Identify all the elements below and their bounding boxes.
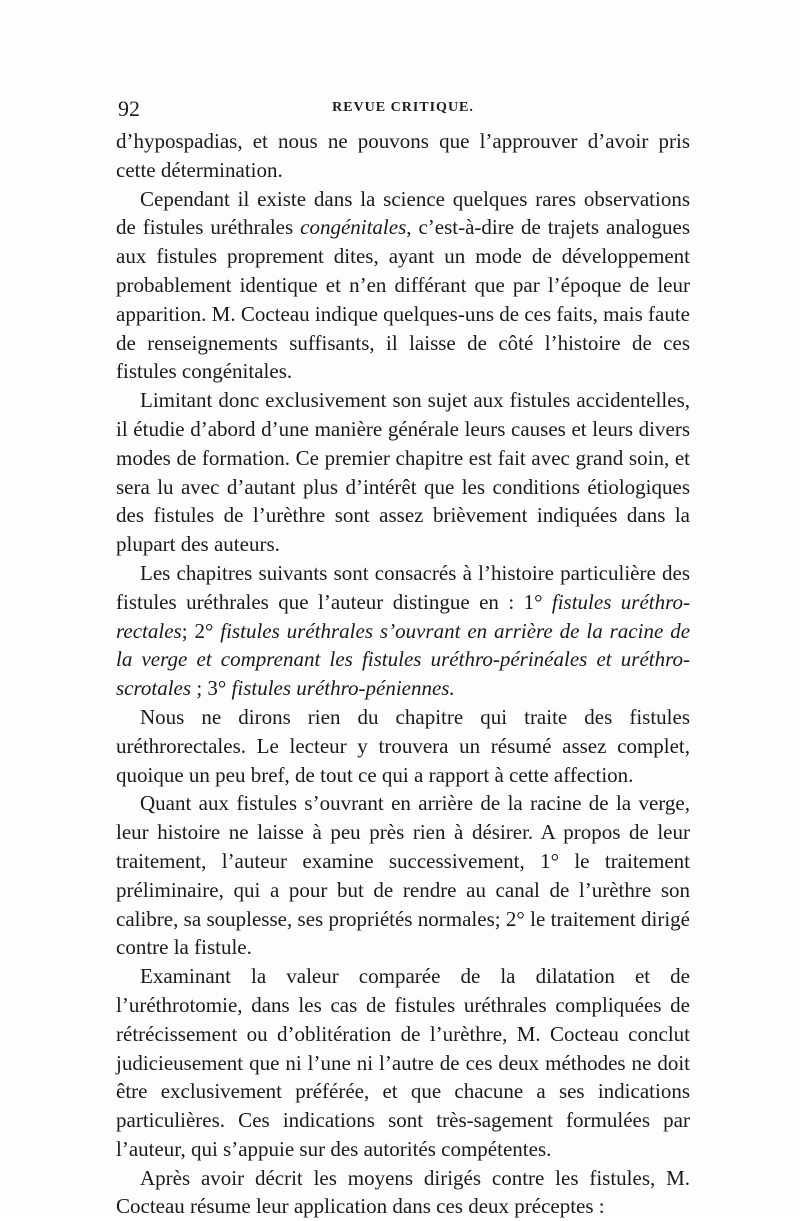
text-run: Cependant il existe dans la science quelques rares observations de fistules uréthrales [116,186,690,240]
text-run: Nous ne dirons rien du chapitre qui traite des fistules uréthrorectales. Le lecteur y trouvera un résumé assez complet, quoique un peu bref, de tout ce qui a rapport à cette affection. [116,704,690,787]
running-title: REVUE CRITIQUE. [332,100,474,115]
paragraph [116,789,690,962]
text-run: , c’est-à-dire de trajets analogues aux fistules proprement dites, ayant un mode de développement probablement identique et n’en différant que par l’époque de leur apparition. M. Cocteau indique quelques-uns de ces faits, mais faute de renseignements suffisants, il laisse de côté l’histoire de ces fistules congénitales. [116,215,690,384]
paragraph [116,185,690,387]
paragraph [116,703,690,789]
italic-text: congénitales [300,215,407,240]
paragraph [116,559,690,703]
text-run: ; 2° [181,618,221,643]
text-run: Quant aux fistules s’ouvrant en arrière de la racine de la verge, leur histoire ne laisse à peu près rien à désirer. A propos de leur traitement, l’auteur examine successivement, 1° le traitement préliminaire, qui a pour but de rendre au canal de l’urèthre son calibre, sa souplesse, ses propriétés normales; 2° le traitement dirigé contre la fistule. [116,791,690,960]
paragraph [116,1164,690,1221]
body-text [116,127,690,1221]
page-number: 92 [118,96,140,121]
text-run: ; 3° [191,676,232,701]
text-run: Les chapitres suivants sont consacrés à l’histoire particulière des fistules uréthrales que l’auteur distingue en : 1° [116,560,690,614]
italic-text: fistules uréthro-péniennes. [231,676,455,701]
paragraph [116,962,690,1164]
text-run: Après avoir décrit les moyens dirigés contre les fistules, M. Cocteau résume leur application dans ces deux préceptes : [116,1165,690,1219]
text-run: Limitant donc exclusivement son sujet aux fistules accidentelles, il étudie d’abord d’une manière générale leurs causes et leurs divers modes de formation. Ce premier chapitre est fait avec grand soin, et sera lu avec d’autant plus d’intérêt que les conditions étiologiques des fistules de l’urèthre sont assez brièvement indiquées dans la plupart des auteurs. [116,388,690,557]
text-run: d’hypospadias, et nous ne pouvons que l’approuver d’avoir pris cette détermination. [116,129,690,182]
text-run: Examinant la valeur comparée de la dilatation et de l’uréthrotomie, dans les cas de fistules uréthrales compliquées de rétrécissement ou d’oblitération de l’urèthre, M. Cocteau conclut judicieusement que ni l’une ni l’autre de ces deux méthodes ne doit être exclusivement préférée, et que chacune a ses indications particulières. Ces indications sont très-sagement formulées par l’auteur, qui s’appuie sur des autorités compétentes. [116,964,690,1161]
paragraph [116,127,690,185]
italic-text: fistules uréthro-rectales [116,589,690,643]
paragraph [116,386,690,559]
italic-text: fistules uréthrales s’ouvrant en arrière de la racine de la verge et comprenant les fistules uréthro-périnéales et uréthro-scrotales [116,618,691,701]
running-head [118,96,688,124]
